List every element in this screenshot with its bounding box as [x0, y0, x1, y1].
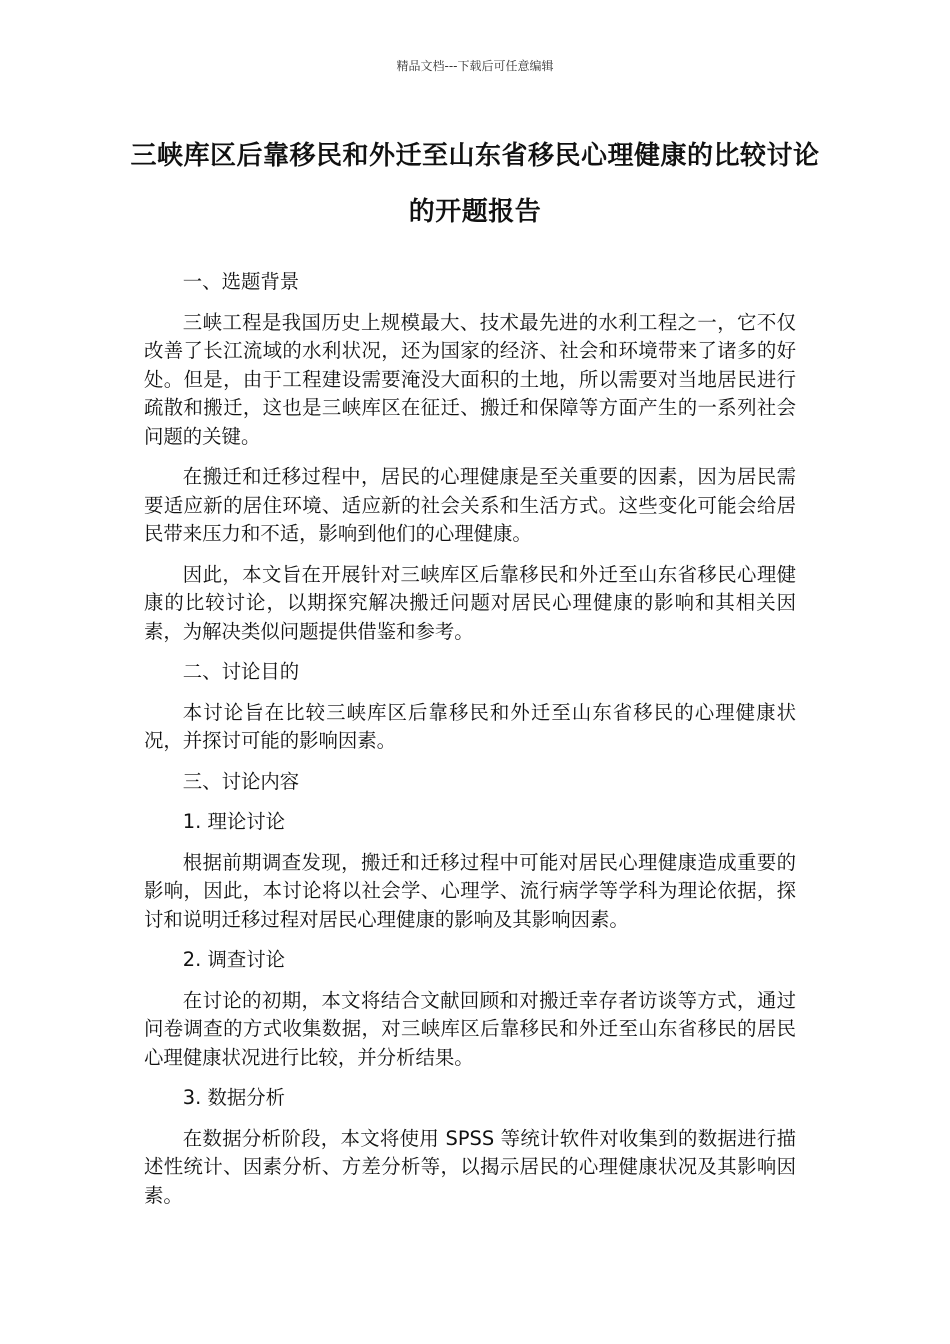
paragraph-background-1: 三峡工程是我国历史上规模最大、技术最先进的水利工程之一，它不仅改善了长江流域的水利状况，还为国家的经济、社会和环境带来了诸多的好处。但是，由于工程建设需要淹没大面积的土地，所以需要对当地居民进行疏散和搬迁，这也是三峡库区在征迁、搬迁和保障等方面产生的一系列社会问题的关键。: [144, 310, 796, 448]
paragraph-analysis: 在数据分析阶段，本文将使用 SPSS 等统计软件对收集到的数据进行描述性统计、因素分析、方差分析等，以揭示居民的心理健康状况及其影响因素。: [144, 1126, 796, 1207]
paragraph-survey: 在讨论的初期，本文将结合文献回顾和对搬迁幸存者访谈等方式，通过问卷调查的方式收集数据，对三峡库区后靠移民和外迁至山东省移民的居民心理健康状况进行比较，并分析结果。: [144, 988, 796, 1069]
document-title: 三峡库区后靠移民和外迁至山东省移民心理健康的比较讨论的开题报告: [130, 141, 820, 227]
subsection-heading-theory: 1. 理论讨论: [182, 810, 286, 833]
section-heading-background: 一、选题背景: [182, 270, 300, 293]
section-heading-content: 三、讨论内容: [182, 769, 300, 793]
paragraph-background-3: 因此，本文旨在开展针对三峡库区后靠移民和外迁至山东省移民心理健康的比较讨论，以期探究解决搬迁问题对居民心理健康的影响和其相关因素，为解决类似问题提供借鉴和参考。: [144, 562, 796, 643]
header-note: 精品文档---下载后可任意编辑: [396, 59, 554, 73]
document-body: [144, 268, 796, 1222]
paragraph-background-2: 在搬迁和迁移过程中，居民的心理健康是至关重要的因素，因为居民需要适应新的居住环境、适应新的社会关系和生活方式。这些变化可能会给居民带来压力和不适，影响到他们的心理健康。: [144, 465, 796, 545]
paragraph-purpose: 本讨论旨在比较三峡库区后靠移民和外迁至山东省移民的心理健康状况，并探讨可能的影响因素。: [144, 700, 796, 752]
subsection-heading-analysis: 3. 数据分析: [182, 1086, 286, 1109]
paragraph-theory: 根据前期调查发现，搬迁和迁移过程中可能对居民心理健康造成重要的影响，因此，本讨论将以社会学、心理学、流行病学等学科为理论依据，探讨和说明迁移过程对居民心理健康的影响及其影响因素。: [144, 850, 796, 931]
subsection-heading-survey: 2. 调查讨论: [182, 948, 286, 971]
section-heading-purpose: 二、讨论目的: [182, 660, 300, 683]
